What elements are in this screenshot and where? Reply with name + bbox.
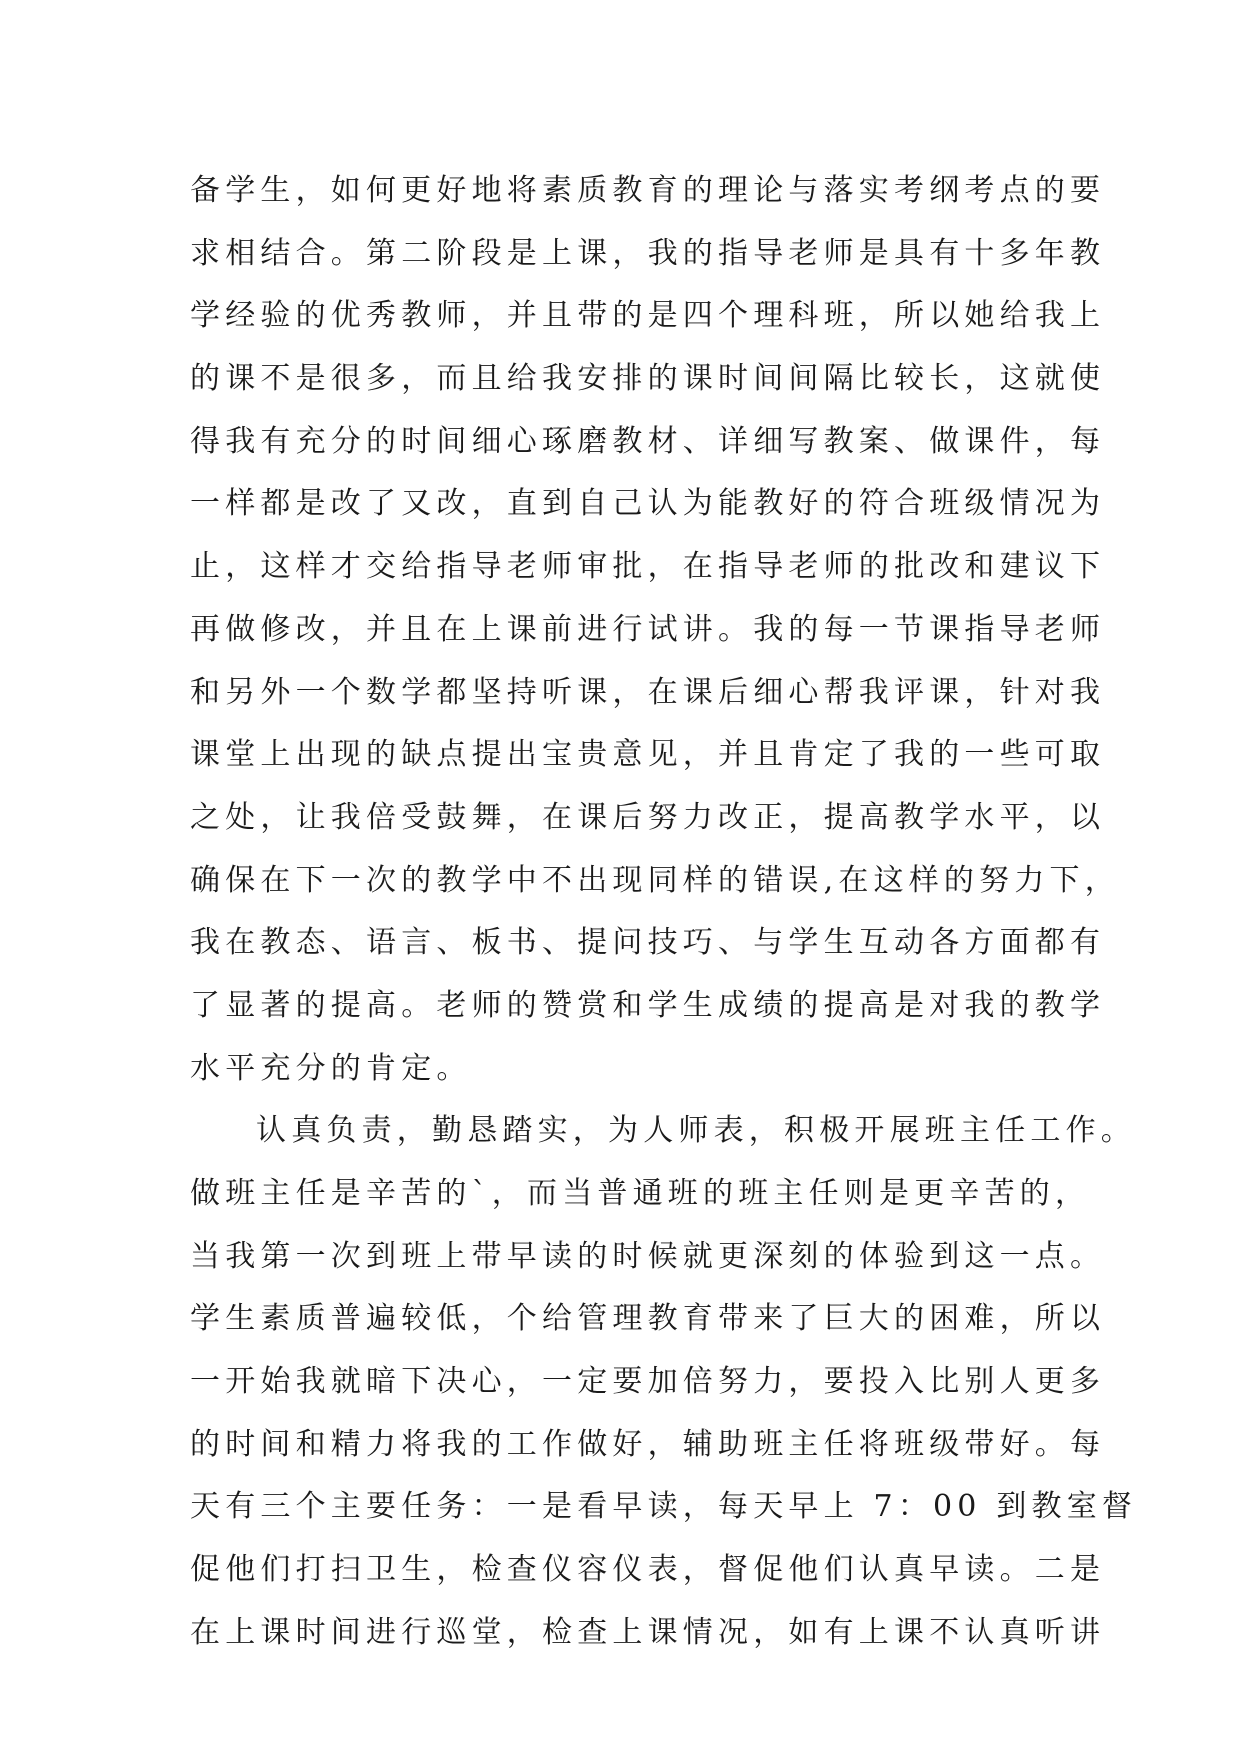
text-line: 一样都是改了又改，直到自己认为能教好的符合班级情况为 bbox=[190, 486, 1106, 522]
text-line: 水平充分的肯定。 bbox=[190, 1050, 472, 1086]
text-line: 求相结合。第二阶段是上课，我的指导老师是具有十多年教 bbox=[190, 235, 1106, 271]
text-line: 促他们打扫卫生，检查仪容仪表，督促他们认真早读。二是 bbox=[190, 1552, 1106, 1588]
text-line: 天有三个主要任务：一是看早读，每天早上 7：00 到教室督 bbox=[190, 1489, 1138, 1525]
text-line: 我在教态、语言、板书、提问技巧、与学生互动各方面都有 bbox=[190, 925, 1106, 961]
text-line: 一开始我就暗下决心，一定要加倍努力，要投入比别人更多 bbox=[190, 1364, 1106, 1400]
text-line: 的时间和精力将我的工作做好，辅助班主任将班级带好。每 bbox=[190, 1426, 1106, 1462]
text-line: 学生素质普遍较低，个给管理教育带来了巨大的困难，所以 bbox=[190, 1301, 1106, 1337]
text-line: 得我有充分的时间细心琢磨教材、详细写教案、做课件，每 bbox=[190, 423, 1106, 459]
text-line: 做班主任是辛苦的`，而当普通班的班主任则是更辛苦的， bbox=[190, 1176, 1091, 1211]
text-line: 的课不是很多，而且给我安排的课时间间隔比较长，这就使 bbox=[190, 361, 1106, 397]
text-line: 确保在下一次的教学中不出现同样的错误,在这样的努力下， bbox=[190, 862, 1120, 898]
text-line: 之处，让我倍受鼓舞，在课后努力改正，提高教学水平，以 bbox=[190, 799, 1106, 835]
text-line: 再做修改，并且在上课前进行试讲。我的每一节课指导老师 bbox=[190, 611, 1106, 647]
text-line: 学经验的优秀教师，并且带的是四个理科班，所以她给我上 bbox=[190, 298, 1106, 334]
text-line: 在上课时间进行巡堂，检查上课情况，如有上课不认真听讲 bbox=[190, 1614, 1106, 1650]
text-line: 了显著的提高。老师的赞赏和学生成绩的提高是对我的教学 bbox=[190, 987, 1106, 1023]
text-line: 当我第一次到班上带早读的时候就更深刻的体验到这一点。 bbox=[190, 1238, 1106, 1274]
text-line: 课堂上出现的缺点提出宝贵意见，并且肯定了我的一些可取 bbox=[190, 737, 1106, 773]
text-line: 和另外一个数学都坚持听课，在课后细心帮我评课，针对我 bbox=[190, 674, 1106, 710]
paragraph-start-line: 认真负责，勤恳踏实，为人师表，积极开展班主任工作。 bbox=[256, 1113, 1136, 1149]
body-text bbox=[190, 160, 1138, 1665]
text-line: 止，这样才交给指导老师审批，在指导老师的批改和建议下 bbox=[190, 549, 1106, 585]
text-line: 备学生，如何更好地将素质教育的理论与落实考纲考点的要 bbox=[190, 173, 1106, 208]
